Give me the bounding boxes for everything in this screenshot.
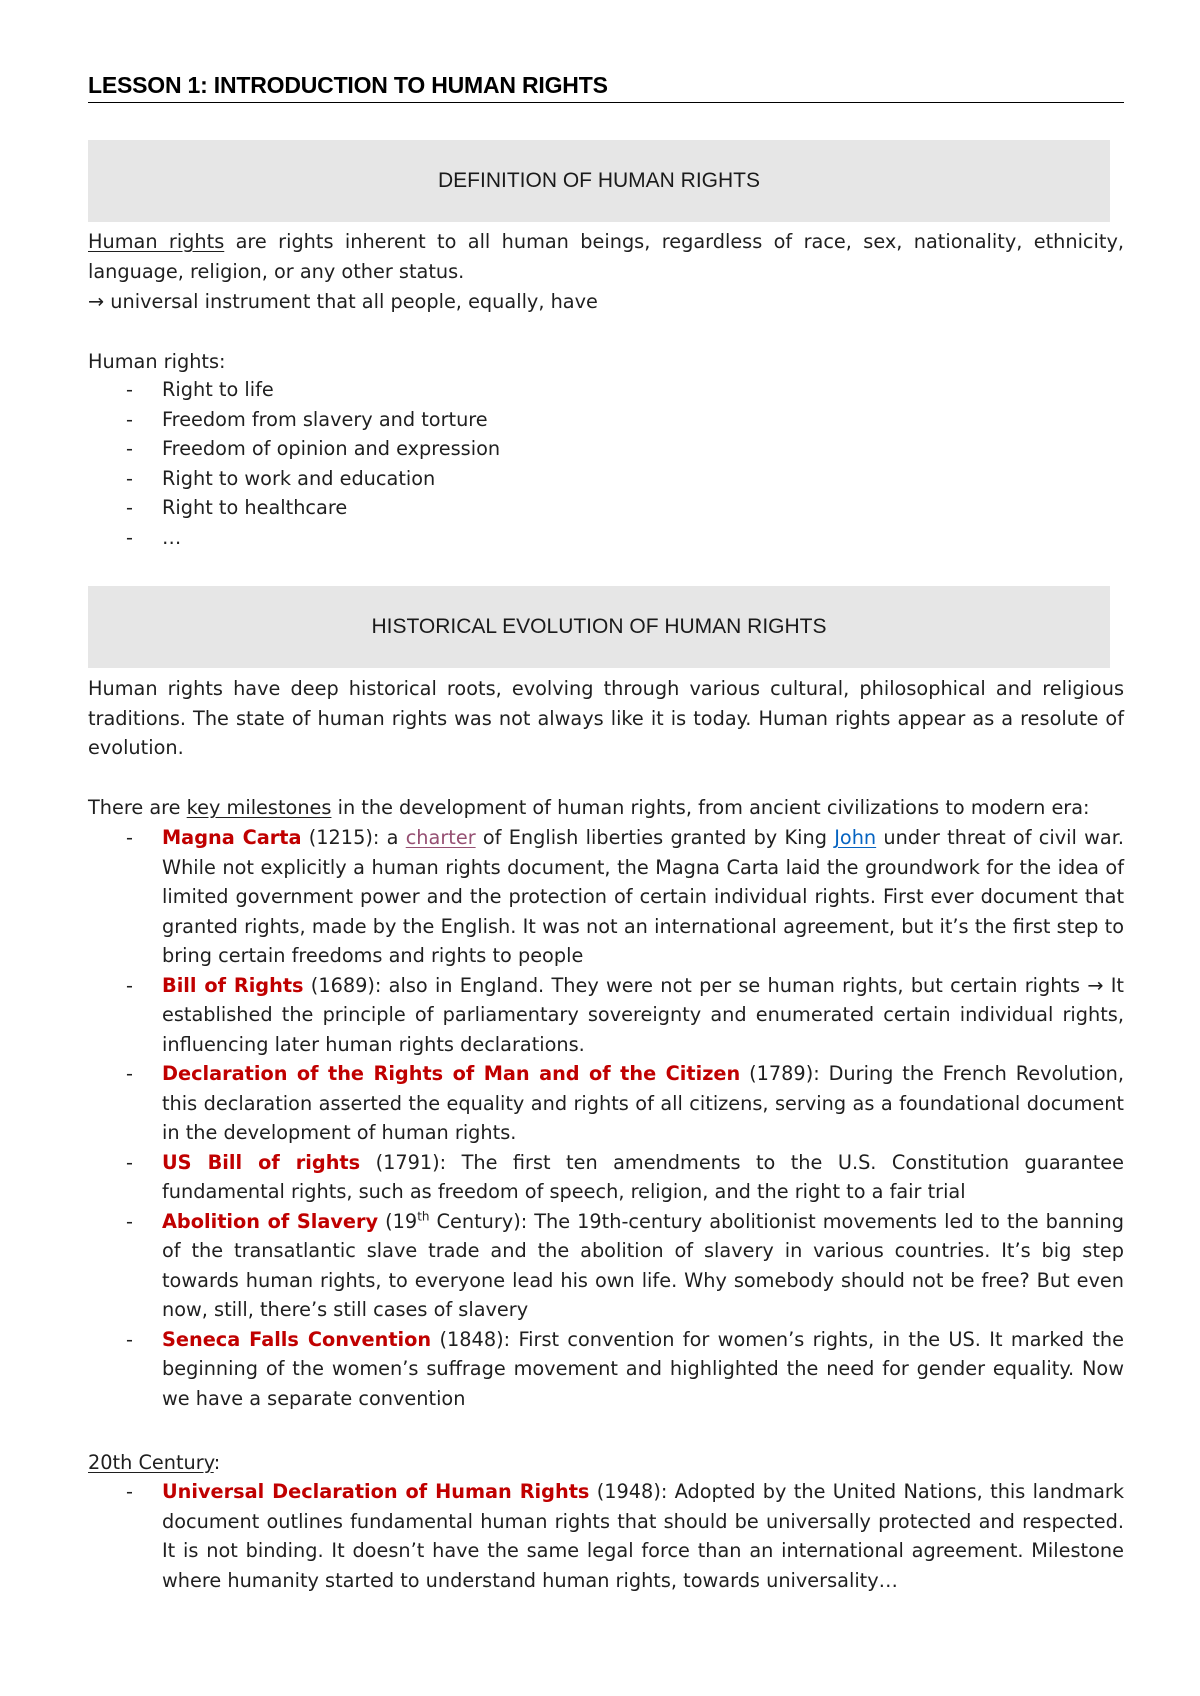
definition-arrow-line: → universal instrument that all people, equally, have: [88, 290, 598, 313]
superscript: th: [417, 1209, 430, 1224]
milestone-text: (1689): also in England. They were not per se human rights, but certain rights → It established the principle of parliamentary sovereignty and enumerated certain individual rights, influencing later human rights declarations.: [162, 973, 1124, 1056]
milestone-name: Seneca Falls Convention: [162, 1327, 432, 1351]
century-colon: :: [213, 1451, 221, 1474]
milestone-bill-of-rights: [88, 971, 1124, 1060]
milestones-pre: There are: [88, 796, 187, 819]
list-item: - Right to work and education: [88, 464, 1124, 494]
milestone-text: (1848): First convention for women’s rights, in the US. It marked the beginning of the women’s suffrage movement and highlighted the need for gender equality. Now we have a separate convention: [162, 1327, 1124, 1410]
milestones-key: key milestones: [186, 796, 332, 819]
milestone-udhr: [88, 1477, 1124, 1595]
milestone-seneca-falls: [88, 1325, 1124, 1414]
century-list: [88, 1477, 1124, 1595]
milestone-name: Bill of Rights: [162, 973, 304, 997]
definition-text: are rights inherent to all human beings, regardless of race, sex, nationality, ethnicity, language, religion, or any other status.: [88, 230, 1124, 283]
milestone-us-bill: [88, 1148, 1124, 1207]
milestone-name: Universal Declaration of Human Rights: [162, 1480, 590, 1503]
century-heading: [88, 1448, 1124, 1478]
list-item: - Right to healthcare: [88, 493, 1124, 523]
milestone-declaration: [88, 1059, 1124, 1148]
charter-link[interactable]: charter: [405, 826, 476, 849]
milestone-name: Magna Carta: [162, 826, 302, 849]
list-item: - Freedom from slavery and torture: [88, 405, 1124, 435]
milestone-text: (1215): a: [301, 826, 406, 849]
milestone-text: under threat of civil war. While not explicitly a human rights document, the Magna Carta laid the groundwork for the idea of limited government power and the protection of certain individual rights. First ever document that granted rights, made by the English. It was not an international agreement, but it’s the first step to bring certain freedoms and rights to people: [162, 826, 1124, 967]
milestone-abolition: [88, 1207, 1124, 1325]
rights-list: [88, 375, 1124, 552]
milestones-post: in the development of human rights, from ancient civilizations to modern era:: [331, 796, 1090, 819]
century-label: 20th Century: [88, 1451, 214, 1474]
list-item: - …: [88, 523, 1124, 553]
history-heading: HISTORICAL EVOLUTION OF HUMAN RIGHTS: [371, 615, 827, 638]
lesson-title: LESSON 1: INTRODUCTION TO HUMAN RIGHTS: [88, 72, 1124, 103]
milestone-text: Century): The 19th-century abolitionist movements led to the banning of the transatlantic slave trade and the abolition of slavery in various countries. It’s big step towards human rights, to everyone lead his own life. Why somebody should not be free? But even now, still, there’s still cases of slavery: [162, 1209, 1124, 1321]
milestone-text: (19: [378, 1209, 418, 1233]
milestone-magna-carta: [88, 823, 1124, 971]
definition-term: Human rights: [88, 230, 225, 253]
history-intro: Human rights have deep historical roots, evolving through various cultural, philosophical and religious traditions. The state of human rights was not always like it is today. Human rights appear as a resolute of evolution.: [88, 677, 1124, 759]
history-heading-band: [88, 586, 1110, 668]
milestone-text: (1791): The first ten amendments to the U.S. Constitution guarantee fundamental rights, such as freedom of speech, religion, and the right to a fair trial: [162, 1150, 1124, 1203]
milestones-list: [88, 823, 1124, 1413]
milestone-text: (1948): Adopted by the United Nations, this landmark document outlines fundamental human rights that should be universally protected and respected. It is not binding. It doesn’t have the same legal force than an international agreement. Milestone where humanity started to understand human rights, towards universality…: [162, 1480, 1124, 1592]
john-link[interactable]: John: [834, 826, 877, 849]
milestones-intro: [88, 793, 1124, 823]
definition-paragraph: [88, 227, 1124, 286]
milestone-name: US Bill of rights: [162, 1150, 361, 1174]
milestone-name: Abolition of Slavery: [162, 1209, 379, 1233]
definition-heading: DEFINITION OF HUMAN RIGHTS: [438, 169, 760, 192]
rights-list-intro: Human rights:: [88, 350, 226, 373]
list-item: - Right to life: [88, 375, 1124, 405]
milestone-name: Declaration of the Rights of Man and of the Citizen: [162, 1062, 741, 1085]
milestone-text: of English liberties granted by King: [475, 826, 835, 849]
definition-heading-band: [88, 140, 1110, 222]
milestone-text: (1789): During the French Revolution, this declaration asserted the equality and rights of all citizens, serving as a foundational document in the development of human rights.: [162, 1062, 1124, 1144]
list-item: - Freedom of opinion and expression: [88, 434, 1124, 464]
